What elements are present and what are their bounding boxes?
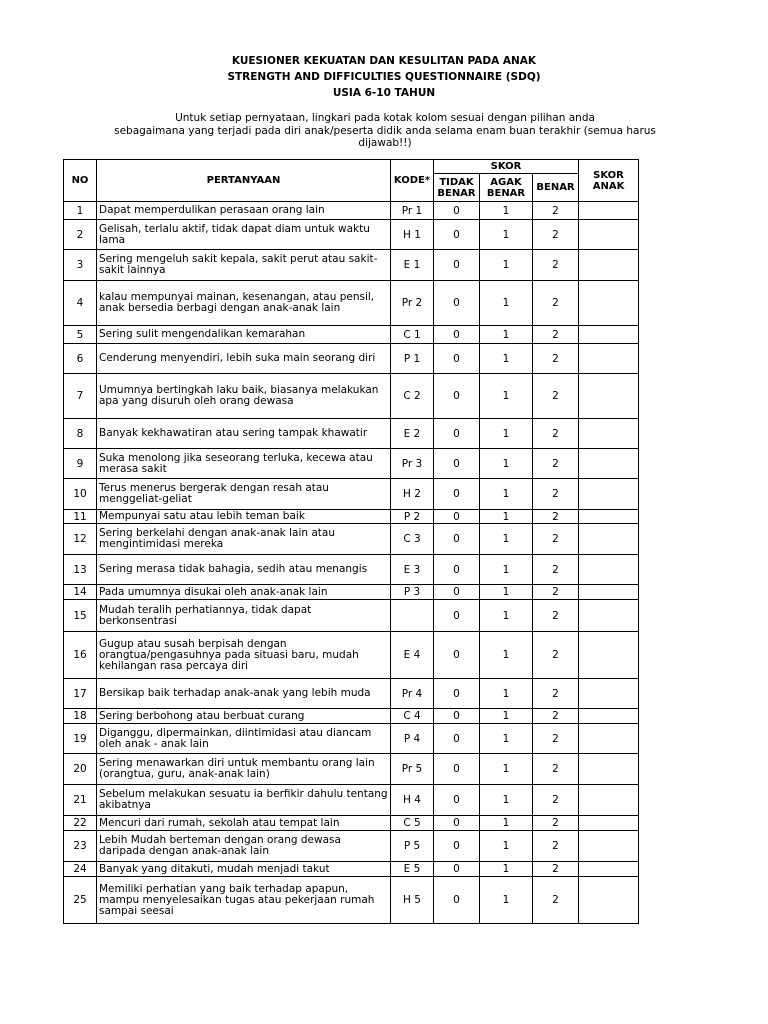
row-number: 15 xyxy=(64,600,97,632)
score-agak-benar: 1 xyxy=(480,754,533,785)
sdq-table xyxy=(63,159,639,924)
title-english: STRENGTH AND DIFFICULTIES QUESTIONNAIRE (SDQ) xyxy=(227,71,541,83)
question-text: Sering mengeluh sakit kepala, sakit perut atau sakit-sakit lainnya xyxy=(97,250,391,281)
score-tidak-benar: 0 xyxy=(434,709,480,724)
score-tidak-benar: 0 xyxy=(434,754,480,785)
question-code: E 1 xyxy=(391,250,434,281)
row-number: 9 xyxy=(64,449,97,479)
score-tidak-benar: 0 xyxy=(434,831,480,862)
score-benar: 2 xyxy=(533,600,579,632)
question-code: H 5 xyxy=(391,877,434,924)
table-row xyxy=(64,374,639,419)
score-tidak-benar: 0 xyxy=(434,510,480,524)
question-text: Umumnya bertingkah laku baik, biasanya melakukan apa yang disuruh oleh orang dewasa xyxy=(97,374,391,419)
score-tidak-benar: 0 xyxy=(434,877,480,924)
row-number: 5 xyxy=(64,326,97,344)
score-benar: 2 xyxy=(533,724,579,754)
table-row xyxy=(64,831,639,862)
score-tidak-benar: 0 xyxy=(434,419,480,449)
title-indonesian: KUESIONER KEKUATAN DAN KESULITAN PADA ANAK xyxy=(231,55,537,67)
score-tidak-benar: 0 xyxy=(434,374,480,419)
score-tidak-benar: 0 xyxy=(434,555,480,585)
score-anak-cell[interactable] xyxy=(579,709,639,724)
score-benar: 2 xyxy=(533,754,579,785)
score-benar: 2 xyxy=(533,831,579,862)
row-number: 25 xyxy=(64,877,97,924)
score-benar: 2 xyxy=(533,479,579,510)
question-text: Pada umumnya disukai oleh anak-anak lain xyxy=(97,585,391,600)
score-agak-benar: 1 xyxy=(480,374,533,419)
score-benar: 2 xyxy=(533,585,579,600)
score-anak-cell[interactable] xyxy=(579,449,639,479)
score-anak-cell[interactable] xyxy=(579,202,639,220)
header-no: NO xyxy=(64,160,97,202)
score-tidak-benar: 0 xyxy=(434,202,480,220)
question-text: Gelisah, terlalu aktif, tidak dapat diam untuk waktu lama xyxy=(97,220,391,250)
score-anak-cell[interactable] xyxy=(579,862,639,877)
question-text: Sering sulit mengendalikan kemarahan xyxy=(97,326,391,344)
score-benar: 2 xyxy=(533,632,579,679)
score-tidak-benar: 0 xyxy=(434,326,480,344)
question-code: H 4 xyxy=(391,785,434,816)
score-anak-cell[interactable] xyxy=(579,220,639,250)
row-number: 17 xyxy=(64,679,97,709)
score-tidak-benar: 0 xyxy=(434,220,480,250)
table-row xyxy=(64,250,639,281)
table-row xyxy=(64,754,639,785)
question-code xyxy=(391,600,434,632)
row-number: 24 xyxy=(64,862,97,877)
question-text: Bersikap baik terhadap anak-anak yang lebih muda xyxy=(97,679,391,709)
question-code: C 4 xyxy=(391,709,434,724)
table-row xyxy=(64,344,639,374)
header-pertanyaan: PERTANYAAN xyxy=(97,160,391,202)
question-code: E 3 xyxy=(391,555,434,585)
score-anak-cell[interactable] xyxy=(579,816,639,831)
score-benar: 2 xyxy=(533,419,579,449)
table-row xyxy=(64,419,639,449)
question-text: Cenderung menyendiri, lebih suka main seorang diri xyxy=(97,344,391,374)
question-code: H 1 xyxy=(391,220,434,250)
question-text: Sering merasa tidak bahagia, sedih atau menangis xyxy=(97,555,391,585)
question-code: Pr 2 xyxy=(391,281,434,326)
question-text: Lebih Mudah berteman dengan orang dewasa daripada dengan anak-anak lain xyxy=(97,831,391,862)
table-row xyxy=(64,816,639,831)
table-row xyxy=(64,862,639,877)
question-text: Sering berbohong atau berbuat curang xyxy=(97,709,391,724)
row-number: 13 xyxy=(64,555,97,585)
row-number: 2 xyxy=(64,220,97,250)
score-anak-cell[interactable] xyxy=(579,344,639,374)
score-agak-benar: 1 xyxy=(480,202,533,220)
score-benar: 2 xyxy=(533,281,579,326)
score-benar: 2 xyxy=(533,510,579,524)
row-number: 8 xyxy=(64,419,97,449)
score-benar: 2 xyxy=(533,785,579,816)
row-number: 16 xyxy=(64,632,97,679)
question-text: kalau mempunyai mainan, kesenangan, atau pensil, anak bersedia berbagi dengan anak-anak lain xyxy=(97,281,391,326)
score-agak-benar: 1 xyxy=(480,600,533,632)
question-text: Dapat memperdulikan perasaan orang lain xyxy=(97,202,391,220)
row-number: 3 xyxy=(64,250,97,281)
table-row xyxy=(64,785,639,816)
score-tidak-benar: 0 xyxy=(434,679,480,709)
score-benar: 2 xyxy=(533,877,579,924)
table-row xyxy=(64,555,639,585)
row-number: 22 xyxy=(64,816,97,831)
score-benar: 2 xyxy=(533,709,579,724)
score-tidak-benar: 0 xyxy=(434,724,480,754)
score-anak-cell[interactable] xyxy=(579,724,639,754)
row-number: 10 xyxy=(64,479,97,510)
score-benar: 2 xyxy=(533,250,579,281)
score-agak-benar: 1 xyxy=(480,524,533,555)
score-anak-cell[interactable] xyxy=(579,585,639,600)
question-text: Mencuri dari rumah, sekolah atau tempat lain xyxy=(97,816,391,831)
question-code: P 1 xyxy=(391,344,434,374)
question-text: Sebelum melakukan sesuatu ia berfikir dahulu tentang akibatnya xyxy=(97,785,391,816)
table-row xyxy=(64,524,639,555)
question-code: Pr 4 xyxy=(391,679,434,709)
question-code: P 2 xyxy=(391,510,434,524)
score-benar: 2 xyxy=(533,524,579,555)
row-number: 18 xyxy=(64,709,97,724)
row-number: 20 xyxy=(64,754,97,785)
score-anak-cell[interactable] xyxy=(579,374,639,419)
row-number: 6 xyxy=(64,344,97,374)
table-row xyxy=(64,679,639,709)
question-code: C 3 xyxy=(391,524,434,555)
score-agak-benar: 1 xyxy=(480,250,533,281)
row-number: 23 xyxy=(64,831,97,862)
row-number: 11 xyxy=(64,510,97,524)
question-text: Diganggu, dipermainkan, diintimidasi atau diancam oleh anak - anak lain xyxy=(97,724,391,754)
score-benar: 2 xyxy=(533,344,579,374)
question-text: Memiliki perhatian yang baik terhadap apapun, mampu menyelesaikan tugas atau pekerjaan rumah sampai seesai xyxy=(97,877,391,924)
question-code: C 5 xyxy=(391,816,434,831)
score-agak-benar: 1 xyxy=(480,326,533,344)
question-code: E 4 xyxy=(391,632,434,679)
score-tidak-benar: 0 xyxy=(434,250,480,281)
table-row xyxy=(64,600,639,632)
score-anak-cell[interactable] xyxy=(579,250,639,281)
score-benar: 2 xyxy=(533,374,579,419)
question-text: Banyak yang ditakuti, mudah menjadi takut xyxy=(97,862,391,877)
question-text: Banyak kekhawatiran atau sering tampak khawatir xyxy=(97,419,391,449)
score-agak-benar: 1 xyxy=(480,632,533,679)
score-agak-benar: 1 xyxy=(480,877,533,924)
header-kode: KODE* xyxy=(391,160,434,202)
score-anak-cell[interactable] xyxy=(579,281,639,326)
score-benar: 2 xyxy=(533,816,579,831)
score-agak-benar: 1 xyxy=(480,862,533,877)
question-code: Pr 3 xyxy=(391,449,434,479)
score-agak-benar: 1 xyxy=(480,479,533,510)
instructions xyxy=(40,112,730,150)
score-anak-cell[interactable] xyxy=(579,600,639,632)
score-agak-benar: 1 xyxy=(480,344,533,374)
score-tidak-benar: 0 xyxy=(434,600,480,632)
row-number: 14 xyxy=(64,585,97,600)
score-anak-cell[interactable] xyxy=(579,419,639,449)
score-agak-benar: 1 xyxy=(480,724,533,754)
score-agak-benar: 1 xyxy=(480,555,533,585)
score-agak-benar: 1 xyxy=(480,419,533,449)
table-row xyxy=(64,479,639,510)
row-number: 21 xyxy=(64,785,97,816)
score-agak-benar: 1 xyxy=(480,709,533,724)
score-agak-benar: 1 xyxy=(480,449,533,479)
question-text: Sering berkelahi dengan anak-anak lain atau mengintimidasi mereka xyxy=(97,524,391,555)
question-code: E 2 xyxy=(391,419,434,449)
instruction-line-3: dijawab!!) xyxy=(358,137,412,149)
score-anak-cell[interactable] xyxy=(579,785,639,816)
score-anak-cell[interactable] xyxy=(579,326,639,344)
table-row xyxy=(64,585,639,600)
score-tidak-benar: 0 xyxy=(434,862,480,877)
table-row xyxy=(64,877,639,924)
row-number: 4 xyxy=(64,281,97,326)
question-text: Mudah teralih perhatiannya, tidak dapat berkonsentrasi xyxy=(97,600,391,632)
instruction-line-2: sebagaimana yang terjadi pada diri anak/peserta didik anda selama enam buan terakhir (semua harus xyxy=(114,124,656,137)
question-text: Suka menolong jika seseorang terluka, kecewa atau merasa sakit xyxy=(97,449,391,479)
score-benar: 2 xyxy=(533,326,579,344)
score-benar: 2 xyxy=(533,202,579,220)
score-benar: 2 xyxy=(533,555,579,585)
table-row xyxy=(64,449,639,479)
score-agak-benar: 1 xyxy=(480,831,533,862)
instruction-line-1: Untuk setiap pernyataan, lingkari pada kotak kolom sesuai dengan pilihan anda xyxy=(175,112,595,124)
score-anak-cell[interactable] xyxy=(579,510,639,524)
row-number: 19 xyxy=(64,724,97,754)
score-agak-benar: 1 xyxy=(480,281,533,326)
question-text: Terus menerus bergerak dengan resah atau menggeliat-geliat xyxy=(97,479,391,510)
score-anak-cell[interactable] xyxy=(579,632,639,679)
score-anak-cell[interactable] xyxy=(579,555,639,585)
score-anak-cell[interactable] xyxy=(579,479,639,510)
question-code: P 5 xyxy=(391,831,434,862)
score-anak-cell[interactable] xyxy=(579,524,639,555)
question-code: P 4 xyxy=(391,724,434,754)
score-benar: 2 xyxy=(533,220,579,250)
question-code: P 3 xyxy=(391,585,434,600)
score-tidak-benar: 0 xyxy=(434,785,480,816)
title-age: USIA 6-10 TAHUN xyxy=(332,87,436,99)
table-row xyxy=(64,510,639,524)
row-number: 12 xyxy=(64,524,97,555)
question-code: Pr 1 xyxy=(391,202,434,220)
question-code: C 1 xyxy=(391,326,434,344)
header-skor: SKOR xyxy=(434,160,579,174)
score-agak-benar: 1 xyxy=(480,679,533,709)
score-anak-cell[interactable] xyxy=(579,754,639,785)
table-row xyxy=(64,724,639,754)
header-tidak-benar: TIDAK BENAR xyxy=(434,174,480,202)
score-anak-cell[interactable] xyxy=(579,679,639,709)
score-agak-benar: 1 xyxy=(480,510,533,524)
table-row xyxy=(64,220,639,250)
header-benar: BENAR xyxy=(533,174,579,202)
question-code: Pr 5 xyxy=(391,754,434,785)
score-tidak-benar: 0 xyxy=(434,449,480,479)
row-number: 7 xyxy=(64,374,97,419)
score-agak-benar: 1 xyxy=(480,585,533,600)
score-benar: 2 xyxy=(533,862,579,877)
table-row xyxy=(64,326,639,344)
score-tidak-benar: 0 xyxy=(434,479,480,510)
question-code: E 5 xyxy=(391,862,434,877)
question-text: Gugup atau susah berpisah dengan orangtua/pengasuhnya pada situasi baru, mudah kehilangan rasa percaya diri xyxy=(97,632,391,679)
score-tidak-benar: 0 xyxy=(434,632,480,679)
question-text: Sering menawarkan diri untuk membantu orang lain (orangtua, guru, anak-anak lain) xyxy=(97,754,391,785)
header-agak-benar: AGAK BENAR xyxy=(480,174,533,202)
score-anak-cell[interactable] xyxy=(579,831,639,862)
score-agak-benar: 1 xyxy=(480,220,533,250)
question-code: C 2 xyxy=(391,374,434,419)
score-agak-benar: 1 xyxy=(480,785,533,816)
question-text: Mempunyai satu atau lebih teman baik xyxy=(97,510,391,524)
score-anak-cell[interactable] xyxy=(579,877,639,924)
header-skor-anak: SKOR ANAK xyxy=(579,160,639,202)
score-benar: 2 xyxy=(533,449,579,479)
table-row xyxy=(64,202,639,220)
table-row xyxy=(64,709,639,724)
score-tidak-benar: 0 xyxy=(434,816,480,831)
score-agak-benar: 1 xyxy=(480,816,533,831)
table-row xyxy=(64,281,639,326)
question-code: H 2 xyxy=(391,479,434,510)
score-benar: 2 xyxy=(533,679,579,709)
score-tidak-benar: 0 xyxy=(434,585,480,600)
score-tidak-benar: 0 xyxy=(434,524,480,555)
score-tidak-benar: 0 xyxy=(434,344,480,374)
score-tidak-benar: 0 xyxy=(434,281,480,326)
table-row xyxy=(64,632,639,679)
question-rows xyxy=(64,202,639,924)
row-number: 1 xyxy=(64,202,97,220)
